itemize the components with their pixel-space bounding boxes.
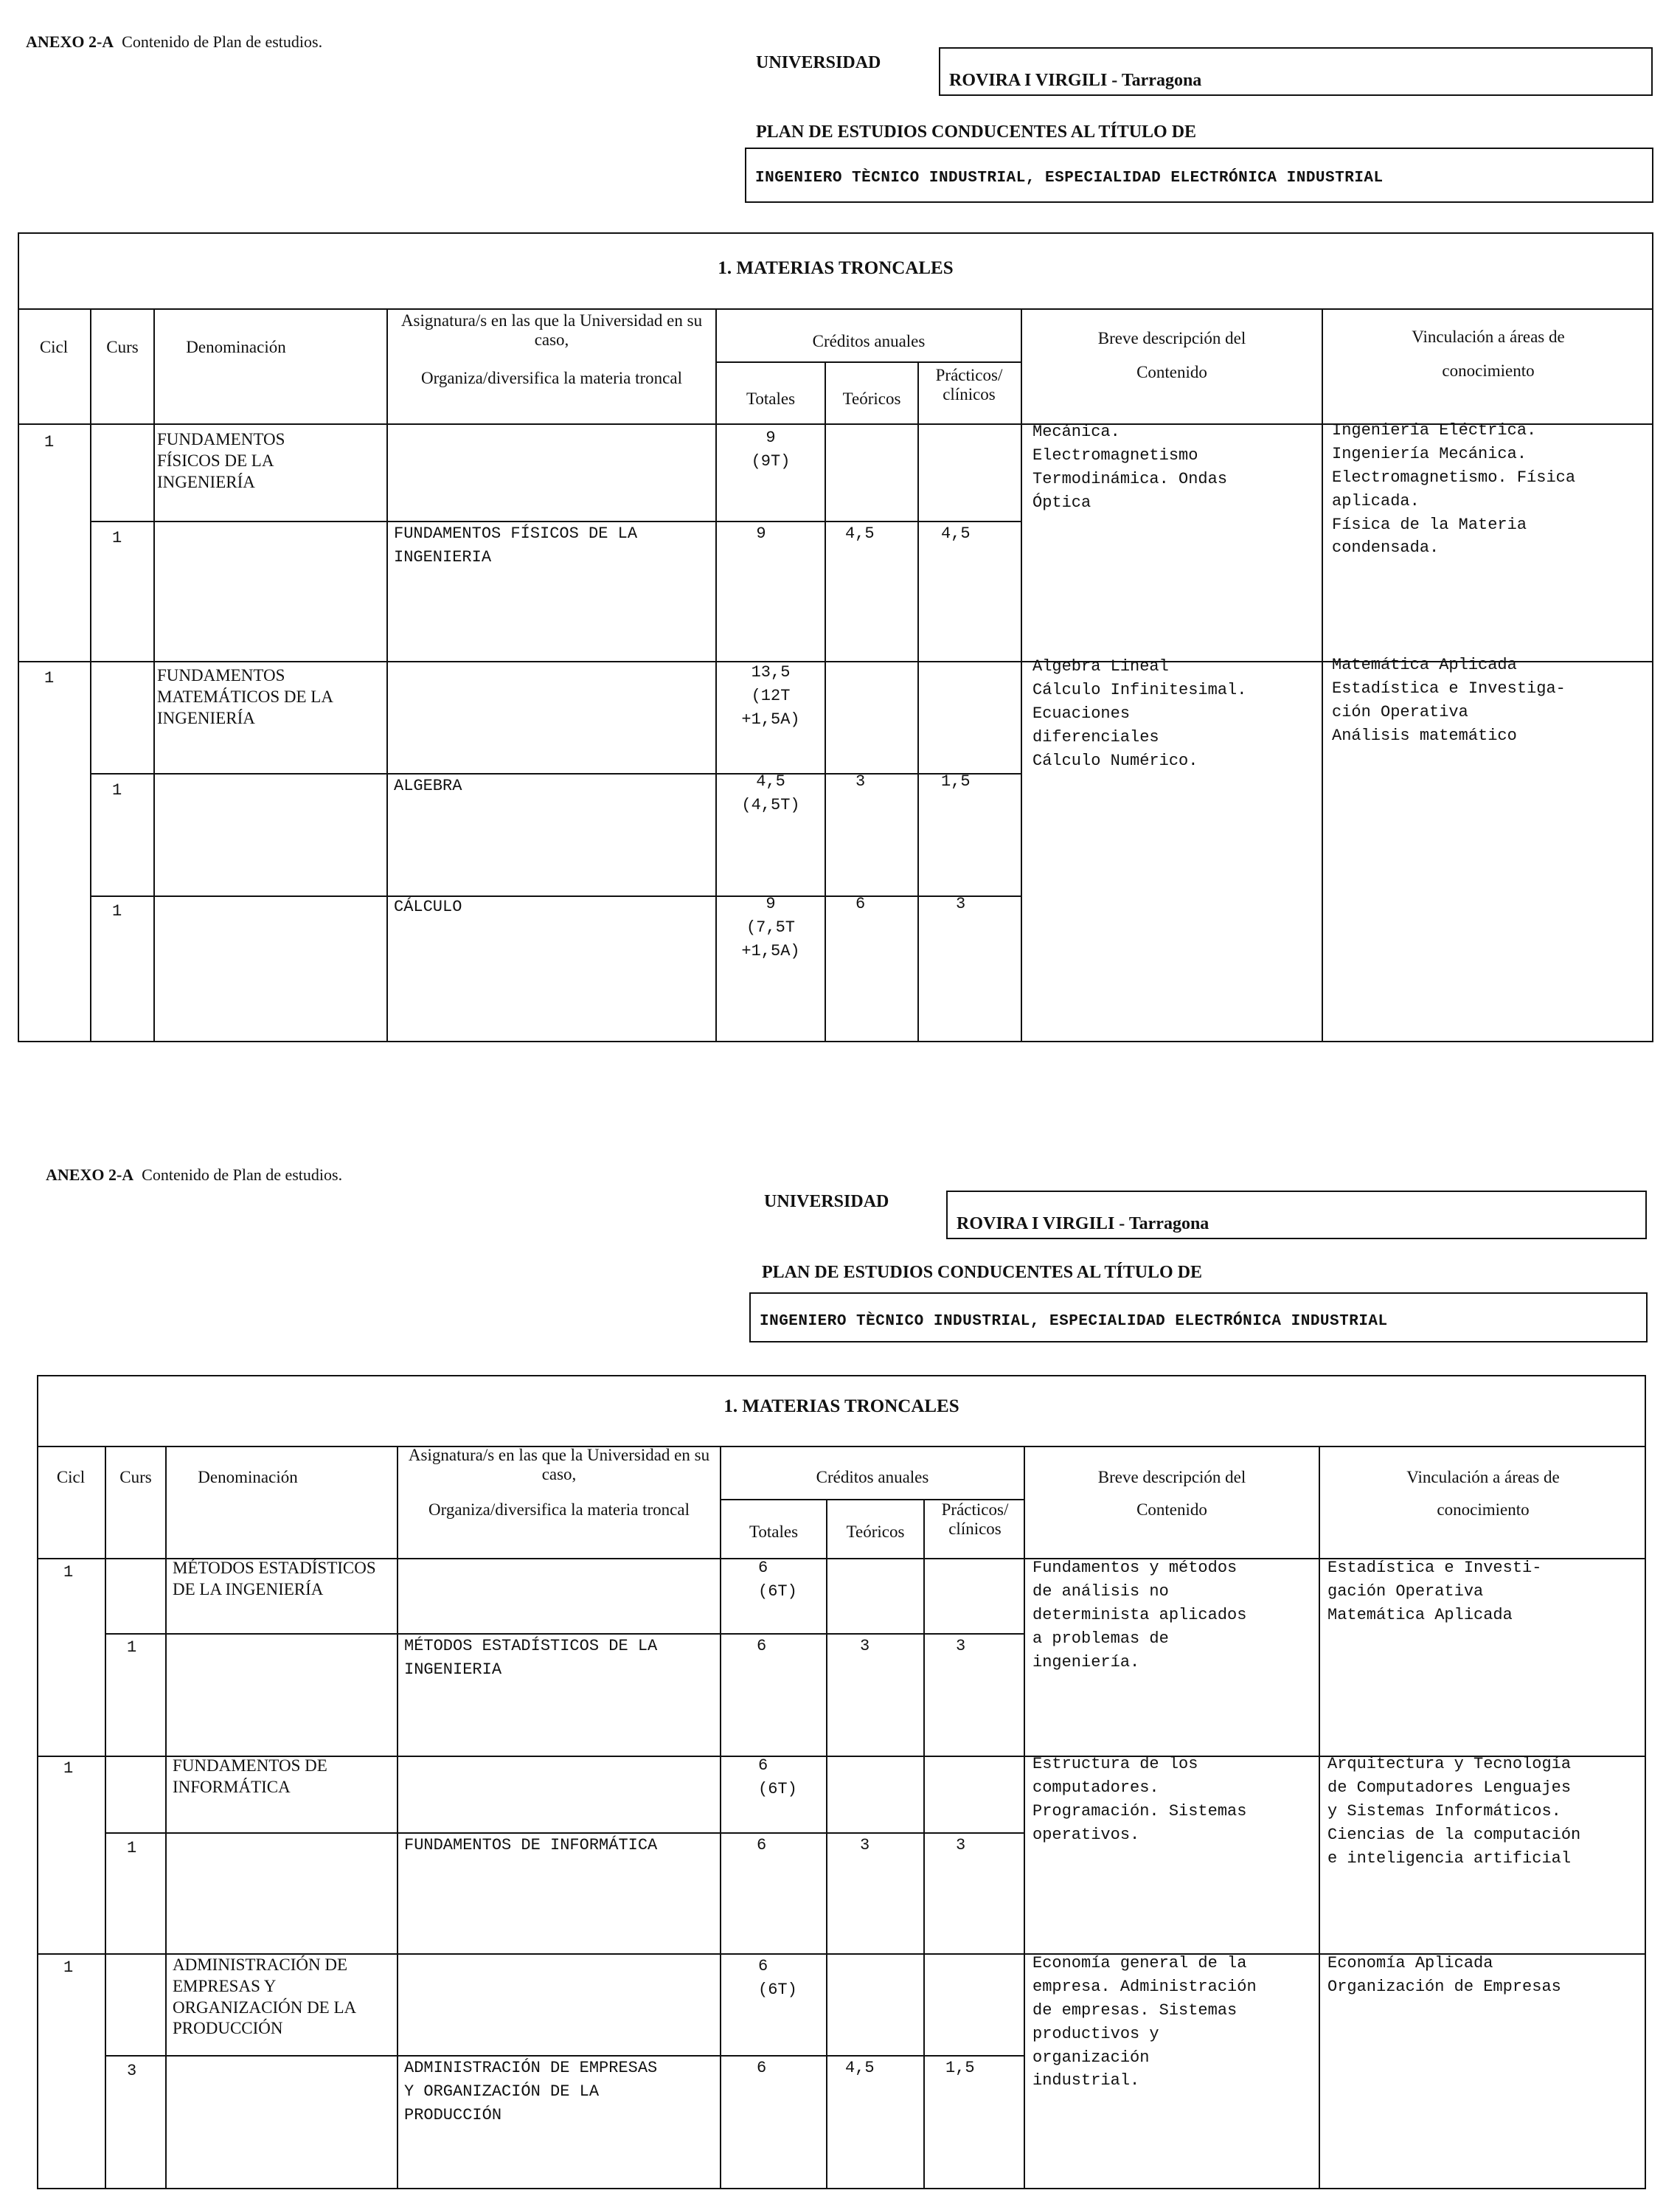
section-title: 1. MATERIAS TRONCALES [723,1396,959,1416]
materia-vinculacion: Economía Aplicada Organización de Empresas [1327,1954,1561,1996]
header-teoricos: Teóricos [846,1522,905,1541]
anexo-header [46,1165,342,1185]
materia-vinculacion: Matemática Aplicada Estadística e Investiga- ción Operativa Análisis matemático [1332,656,1566,745]
header-totales: Totales [749,1522,799,1541]
header-cicl: Cicl [56,1468,86,1486]
materia-descripcion: Economía general de la empresa. Administración de empresas. Sistemas productivos y organización industrial. [1032,1954,1257,2090]
header-creditos: Créditos anuales [812,332,926,350]
asignatura-curs: 1 [127,1638,137,1657]
header-practicos: Prácticos/ clínicos [935,366,1003,404]
materia-descripcion: Algebra Lineal Cálculo Infinitesimal. Ecuaciones diferenciales Cálculo Numérico. [1032,657,1247,770]
header-asignatura-2: Organiza/diversifica la materia troncal [428,1500,690,1519]
asignatura-practicos: 3 [956,895,966,913]
universidad-label: UNIVERSIDAD [764,1192,889,1211]
header-breve-2: Contenido [1136,1500,1207,1519]
materia-cicl: 1 [63,1958,74,1977]
asignatura-practicos: 1,5 [945,2059,975,2077]
titulo-box [745,148,1653,203]
asignatura-teoricos: 3 [860,1637,870,1655]
materia-totales: 6 (6T) [758,1756,797,1798]
header-teoricos: Teóricos [842,389,901,408]
asignatura-totales: 6 [757,2059,767,2077]
materia-descripcion: Mecánica. Electromagnetismo Termodinámica. Ondas Óptica [1032,423,1228,512]
universidad-value: ROVIRA I VIRGILI - Tarragona [949,71,1202,90]
asignatura-curs: 1 [112,529,122,547]
anexo-label: ANEXO 2-A [46,1165,134,1184]
asignatura-curs: 1 [112,902,122,921]
header-breve-2: Contenido [1136,363,1207,381]
plan-label: PLAN DE ESTUDIOS CONDUCENTES AL TÍTULO DE [756,122,1197,142]
materia-cicl: 1 [63,1759,74,1778]
materia-totales: 13,5 (12T +1,5A) [741,663,800,729]
section-title: 1. MATERIAS TRONCALES [718,258,954,278]
materia-descripcion: Estructura de los computadores. Programación. Sistemas operativos. [1032,1755,1247,1844]
materia-totales: 6 (6T) [758,1957,797,1999]
asignatura-practicos: 3 [956,1836,966,1854]
anexo-text: Contenido de Plan de estudios. [122,32,323,51]
asignatura-totales: 6 [757,1836,767,1854]
header-asignatura: Asignatura/s en las que la Universidad en su caso, [408,1446,710,1484]
titulo-box [749,1292,1648,1342]
titulo-value: INGENIERO TÈCNICO INDUSTRIAL, ESPECIALIDAD ELECTRÓNICA INDUSTRIAL [760,1313,1388,1330]
titulo-value: INGENIERO TÈCNICO INDUSTRIAL, ESPECIALIDAD ELECTRÓNICA INDUSTRIAL [755,170,1384,187]
asignatura-teoricos: 3 [860,1836,870,1854]
header-breve: Breve descripción del [1097,1468,1246,1486]
materia-denominacion: FUNDAMENTOS MATEMÁTICOS DE LA INGENIERÍA [157,666,333,727]
universidad-value: ROVIRA I VIRGILI - Tarragona [957,1214,1209,1233]
materia-totales: 6 (6T) [758,1559,797,1601]
header-vinc-2: conocimiento [1442,361,1535,380]
asignatura-curs: 3 [127,2062,137,2080]
asignatura-nombre: CÁLCULO [394,898,462,916]
asignatura-curs: 1 [127,1839,137,1857]
materia-denominacion: FUNDAMENTOS DE INFORMÁTICA [173,1756,327,1796]
universidad-box [939,47,1653,96]
asignatura-teoricos: 4,5 [845,524,875,543]
asignatura-nombre: FUNDAMENTOS FÍSICOS DE LA INGENIERIA [394,524,638,567]
materia-denominacion: MÉTODOS ESTADÍSTICOS DE LA INGENIERÍA [173,1559,376,1598]
plan-label: PLAN DE ESTUDIOS CONDUCENTES AL TÍTULO DE [762,1263,1203,1282]
asignatura-totales: 9 (7,5T +1,5A) [741,895,800,960]
asignatura-totales: 6 [757,1637,767,1655]
materia-vinculacion: Ingeniería Eléctrica. Ingeniería Mecánica. Electromagnetismo. Física aplicada. Física de la Materia condensada. [1332,421,1576,558]
universidad-box [946,1191,1647,1239]
asignatura-practicos: 1,5 [941,772,971,791]
universidad-label: UNIVERSIDAD [756,53,881,72]
header-asignatura-2: Organiza/diversifica la materia troncal [421,369,682,387]
header-asignatura: Asignatura/s en las que la Universidad en su caso, [400,311,703,350]
header-vinc: Vinculación a áreas de [1412,328,1565,346]
anexo-label: ANEXO 2-A [26,32,114,51]
materia-cicl: 1 [44,433,55,451]
asignatura-nombre: MÉTODOS ESTADÍSTICOS DE LA INGENIERIA [404,1637,658,1679]
header-totales: Totales [746,389,796,408]
header-vinc: Vinculación a áreas de [1406,1468,1560,1486]
materia-denominacion: FUNDAMENTOS FÍSICOS DE LA INGENIERÍA [157,430,285,491]
materia-descripcion: Fundamentos y métodos de análisis no determinista aplicados a problemas de ingeniería. [1032,1559,1247,1671]
materia-cicl: 1 [44,669,55,687]
header-practicos: Prácticos/ clínicos [941,1500,1009,1539]
materia-vinculacion: Arquitectura y Tecnología de Computadores Lenguajes y Sistemas Informáticos. Ciencias de la computación e inteligencia artificial [1327,1755,1581,1868]
asignatura-teoricos: 4,5 [845,2059,875,2077]
asignatura-nombre: ADMINISTRACIÓN DE EMPRESAS Y ORGANIZACIÓN DE LA PRODUCCIÓN [404,2059,658,2124]
asignatura-nombre: FUNDAMENTOS DE INFORMÁTICA [404,1836,658,1854]
materia-denominacion: ADMINISTRACIÓN DE EMPRESAS Y ORGANIZACIÓN DE LA PRODUCCIÓN [173,1955,355,2038]
asignatura-totales: 4,5 (4,5T) [741,772,800,814]
anexo-text: Contenido de Plan de estudios. [142,1165,343,1184]
header-curs: Curs [106,338,139,356]
materia-vinculacion: Estadística e Investi- gación Operativa Matemática Aplicada [1327,1559,1542,1624]
asignatura-teoricos: 6 [855,895,866,913]
materia-cicl: 1 [63,1563,74,1581]
header-cicl: Cicl [39,338,69,356]
asignatura-curs: 1 [112,781,122,800]
anexo-header [26,32,322,52]
asignatura-nombre: ALGEBRA [394,777,462,795]
asignatura-practicos: 3 [956,1637,966,1655]
materia-totales: 9 (9T) [751,429,791,471]
header-curs: Curs [119,1468,152,1486]
asignatura-teoricos: 3 [855,772,866,791]
header-denominacion: Denominación [186,338,286,356]
asignatura-practicos: 4,5 [941,524,971,543]
asignatura-totales: 9 [756,524,766,543]
header-breve: Breve descripción del [1097,329,1246,347]
header-denominacion: Denominación [198,1468,298,1486]
header-vinc-2: conocimiento [1437,1500,1530,1519]
header-creditos: Créditos anuales [816,1468,929,1486]
